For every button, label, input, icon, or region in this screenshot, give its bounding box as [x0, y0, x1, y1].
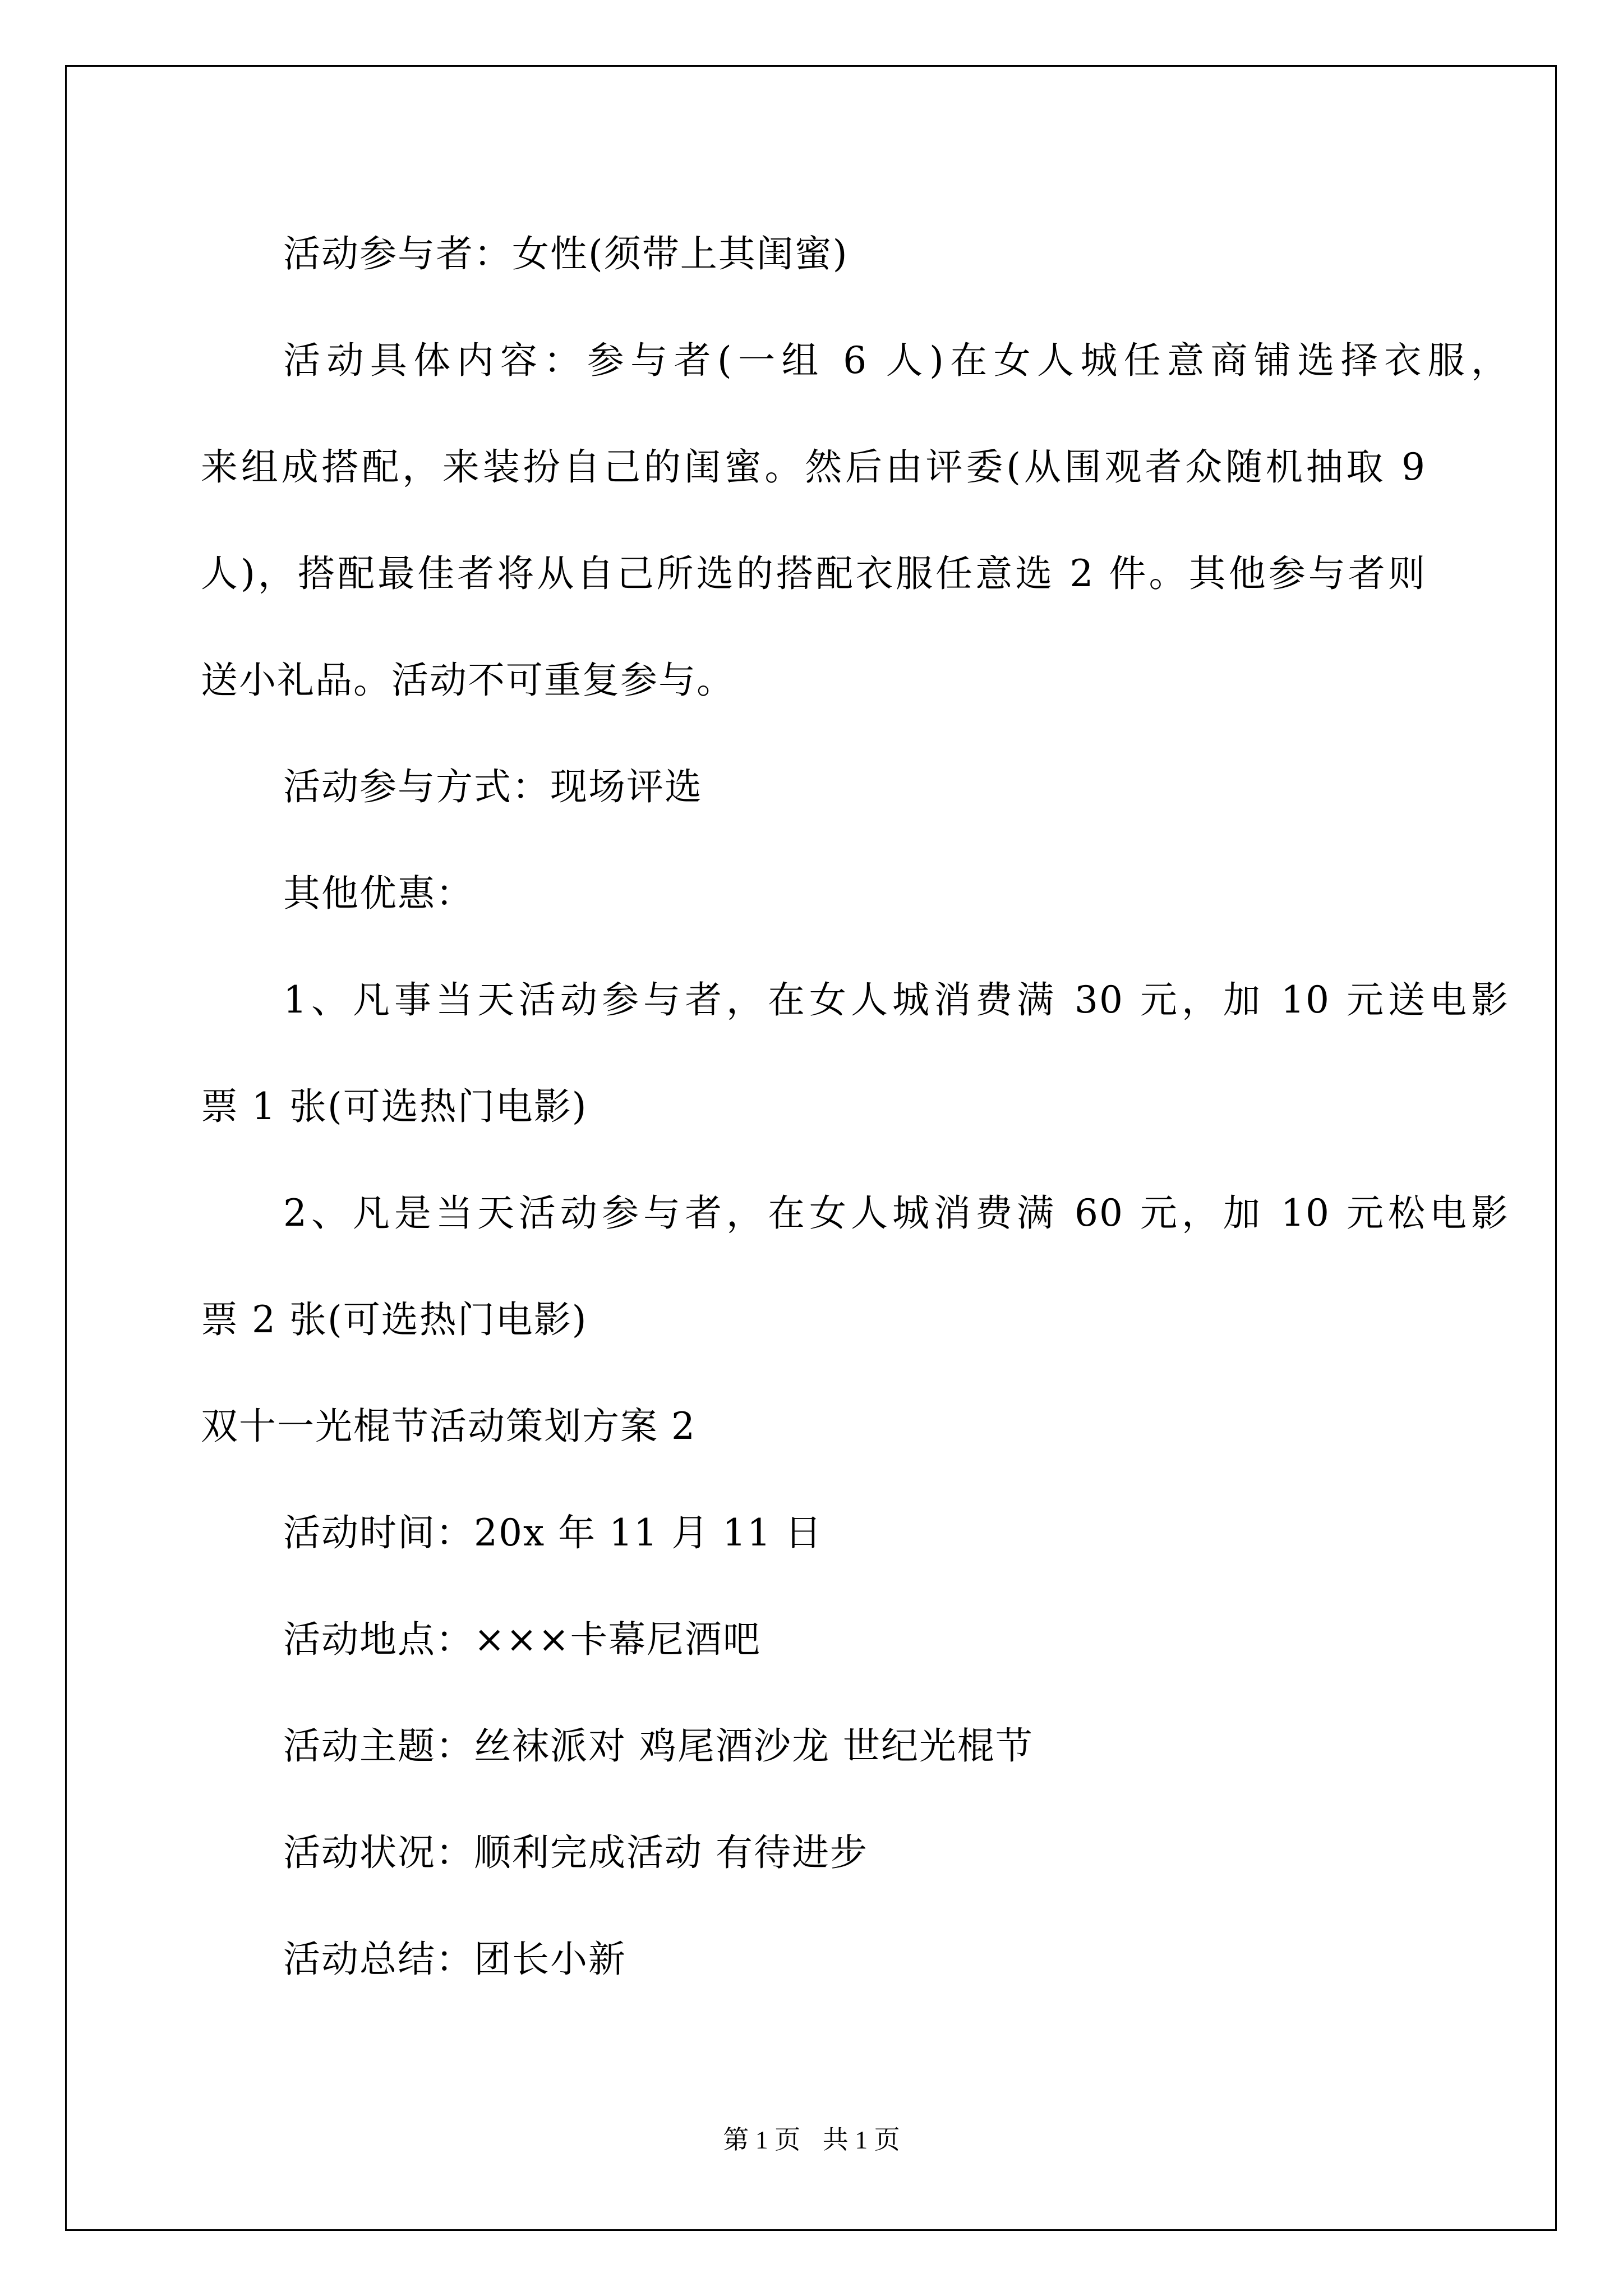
paragraph-event-summary: 活动总结：团长小新 [283, 1938, 626, 1981]
paragraph-event-status: 活动状况：顺利完成活动 有待进步 [283, 1831, 868, 1874]
page-border [65, 65, 1557, 2231]
paragraph-participants: 活动参与者：女性(须带上其闺蜜) [283, 232, 849, 275]
paragraph-participation-method: 活动参与方式：现场评选 [283, 765, 703, 808]
paragraph-offer-2-line-1: 2、凡是当天活动参与者，在女人城消费满 60 元，加 10 元松电影 [283, 1191, 1509, 1235]
paragraph-offer-2-line-2: 票 2 张(可选热门电影) [201, 1298, 588, 1341]
paragraph-event-time: 活动时间：20x 年 11 月 11 日 [283, 1511, 823, 1554]
page-footer [0, 2127, 1623, 2153]
paragraph-offer-1-line-1: 1、凡事当天活动参与者，在女人城消费满 30 元，加 10 元送电影 [283, 978, 1509, 1022]
paragraph-offer-1-line-2: 票 1 张(可选热门电影) [201, 1085, 588, 1128]
page-total: 共 1 页 [822, 2125, 900, 2154]
paragraph-other-offers: 其他优惠： [283, 872, 474, 915]
paragraph-content-line-4: 送小礼品。活动不可重复参与。 [201, 659, 735, 702]
paragraph-content-line-3: 人)，搭配最佳者将从自己所选的搭配衣服任意选 2 件。其他参与者则 [201, 552, 1426, 595]
page-number: 第 1 页 [723, 2125, 801, 2154]
paragraph-event-theme: 活动主题：丝袜派对 鸡尾酒沙龙 世纪光棍节 [283, 1724, 1034, 1768]
section-heading: 双十一光棍节活动策划方案 2 [201, 1405, 696, 1448]
paragraph-content-line-1: 活动具体内容：参与者(一组 6 人)在女人城任意商铺选择衣服， [283, 339, 1509, 382]
paragraph-event-location: 活动地点：×××卡幕尼酒吧 [283, 1618, 761, 1661]
paragraph-content-line-2: 来组成搭配，来装扮自己的闺蜜。然后由评委(从围观者众随机抽取 9 [201, 445, 1426, 489]
